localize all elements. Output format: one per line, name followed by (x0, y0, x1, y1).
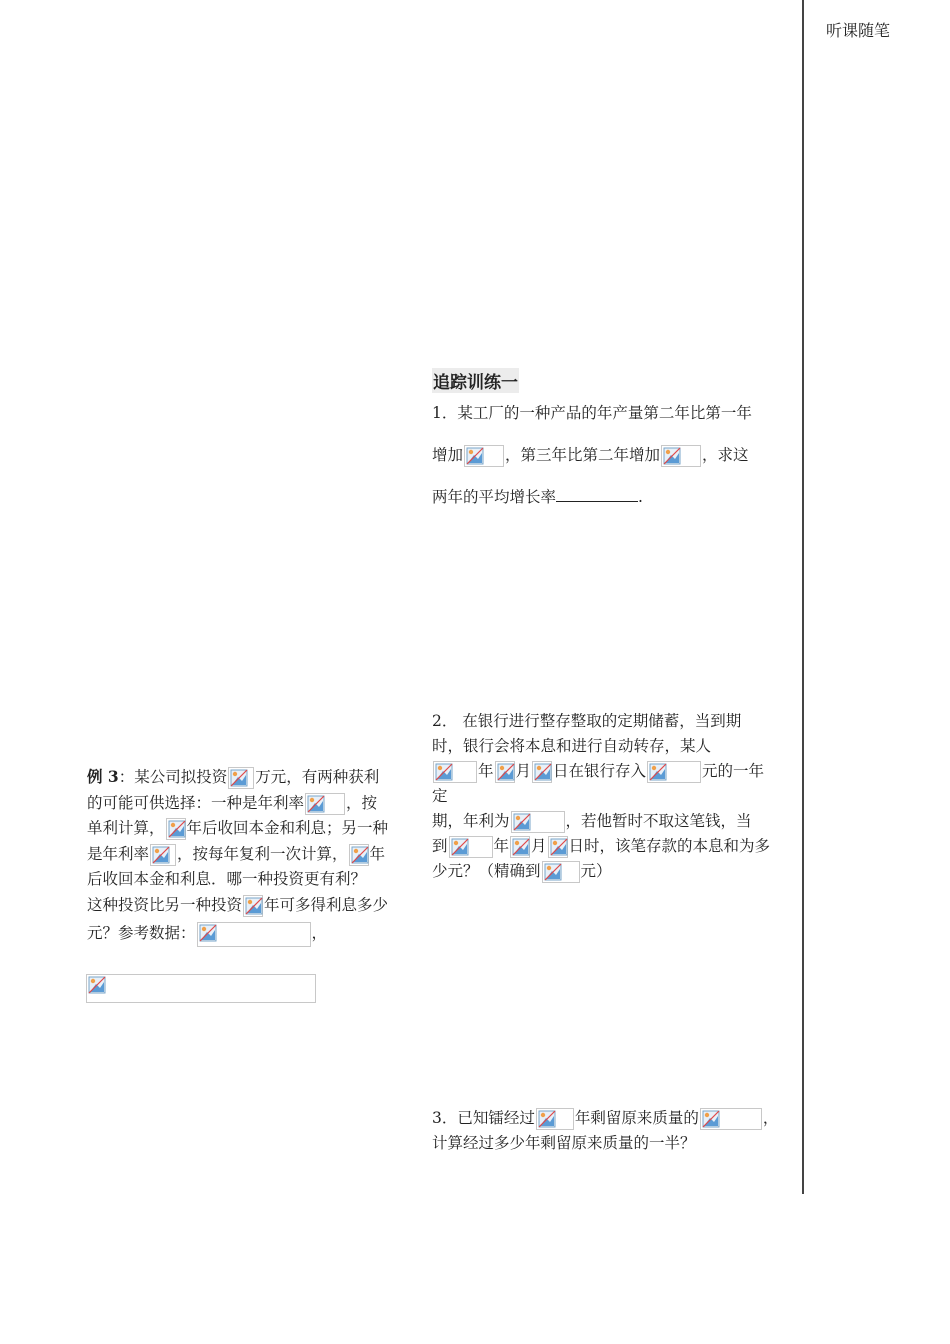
text: ， (311, 924, 328, 942)
text: 单利计算， (87, 819, 165, 837)
broken-image-icon (86, 974, 316, 1003)
problem-2 (432, 709, 778, 884)
text: 两年的平均增长率 (432, 488, 557, 506)
example-3-line (87, 921, 403, 947)
text: 少元？（精确到 (432, 862, 541, 880)
sidebar-title: 听课随笔 (826, 21, 891, 40)
text: 这种投资比另一种投资 (87, 895, 243, 914)
text: 年后收回本金和利息；另一种 (186, 819, 389, 837)
text: 年剩留原来质量的 (574, 1109, 699, 1127)
text: 年可多得利息多少 (264, 895, 389, 914)
example-3-line (87, 816, 403, 842)
broken-image-icon (661, 445, 701, 467)
broken-image-icon (536, 1108, 574, 1130)
problem-3 (432, 1106, 792, 1156)
broken-image-icon (548, 836, 568, 858)
text: 的可能可供选择：一种是年利率 (87, 793, 305, 812)
problem-2-line: 2． 在银行进行整存整取的定期储蓄，当到期 (432, 712, 742, 730)
broken-image-icon (449, 836, 493, 858)
text: 元） (580, 862, 612, 880)
problem-1-line (432, 434, 782, 476)
broken-image-icon (305, 793, 345, 815)
broken-image-icon (150, 844, 176, 866)
broken-image-icon (464, 445, 504, 467)
text: 3．已知镭经过 (432, 1109, 535, 1127)
example-label: 例 3 (87, 767, 119, 786)
example-3-line (87, 893, 403, 919)
broken-image-icon (197, 922, 311, 947)
text: ，若他暂时不取这笔钱，当 (565, 812, 752, 830)
broken-image-icon (495, 761, 515, 783)
text: 年 (369, 844, 386, 863)
text: ， (762, 1109, 779, 1127)
text: 年 (478, 762, 494, 780)
text: 期，年利为 (432, 812, 510, 830)
broken-image-icon (511, 811, 565, 833)
text: 到 (432, 837, 448, 855)
example-3-line (87, 842, 403, 868)
broken-image-icon (532, 761, 552, 783)
example-3-line (87, 764, 403, 791)
text: 月 (515, 762, 532, 780)
example-3-line: 后收回本金和利息．哪一种投资更有利？ (87, 870, 367, 888)
broken-image-icon (166, 818, 186, 840)
broken-image-icon (647, 761, 701, 783)
problem-3-line: 计算经过多少年剩留原来质量的一半？ (432, 1134, 696, 1152)
text: 月 (531, 837, 547, 855)
problem-3-line (432, 1106, 792, 1131)
text: ，按每年复利一次计算， (177, 844, 348, 863)
problem-2-line (432, 759, 778, 809)
problem-2-line: 时，银行会将本息和进行自动转存，某人 (432, 737, 712, 755)
text: 日时，该笔存款的本息和为多 (568, 837, 771, 855)
text: ，第三年比第二年增加 (505, 446, 661, 464)
text: 增加 (432, 446, 464, 464)
text: ，按 (346, 793, 378, 812)
margin-divider (802, 0, 804, 1194)
broken-image-icon (243, 895, 263, 917)
text: ：某公司拟投资 (118, 768, 228, 786)
broken-image-icon (542, 861, 580, 883)
broken-image-icon (510, 836, 530, 858)
example-3 (87, 764, 403, 947)
broken-image-icon (228, 767, 254, 789)
problem-1 (432, 392, 782, 518)
text: . (638, 488, 643, 506)
section-heading: 追踪训练一 (432, 368, 519, 393)
text: 日在银行存入 (553, 762, 647, 780)
text: ，求这 (702, 446, 749, 464)
problem-2-line (432, 809, 778, 834)
problem-1-line: 1．某工厂的一种产品的年产量第二年比第一年 (432, 404, 752, 422)
broken-image-icon (700, 1108, 762, 1130)
text: 元？参考数据： (87, 924, 196, 942)
text: 元的一年定 (432, 762, 765, 805)
problem-2-line (432, 859, 778, 884)
text: 万元，有两种获利 (255, 768, 380, 786)
answer-blank[interactable] (556, 485, 638, 502)
broken-image-icon (433, 761, 477, 783)
example-3-line (87, 791, 403, 817)
text: 年 (493, 837, 510, 855)
text: 是年利率 (87, 844, 150, 863)
problem-1-line (432, 476, 782, 518)
problem-2-line (432, 834, 778, 859)
broken-image-icon (349, 844, 369, 866)
